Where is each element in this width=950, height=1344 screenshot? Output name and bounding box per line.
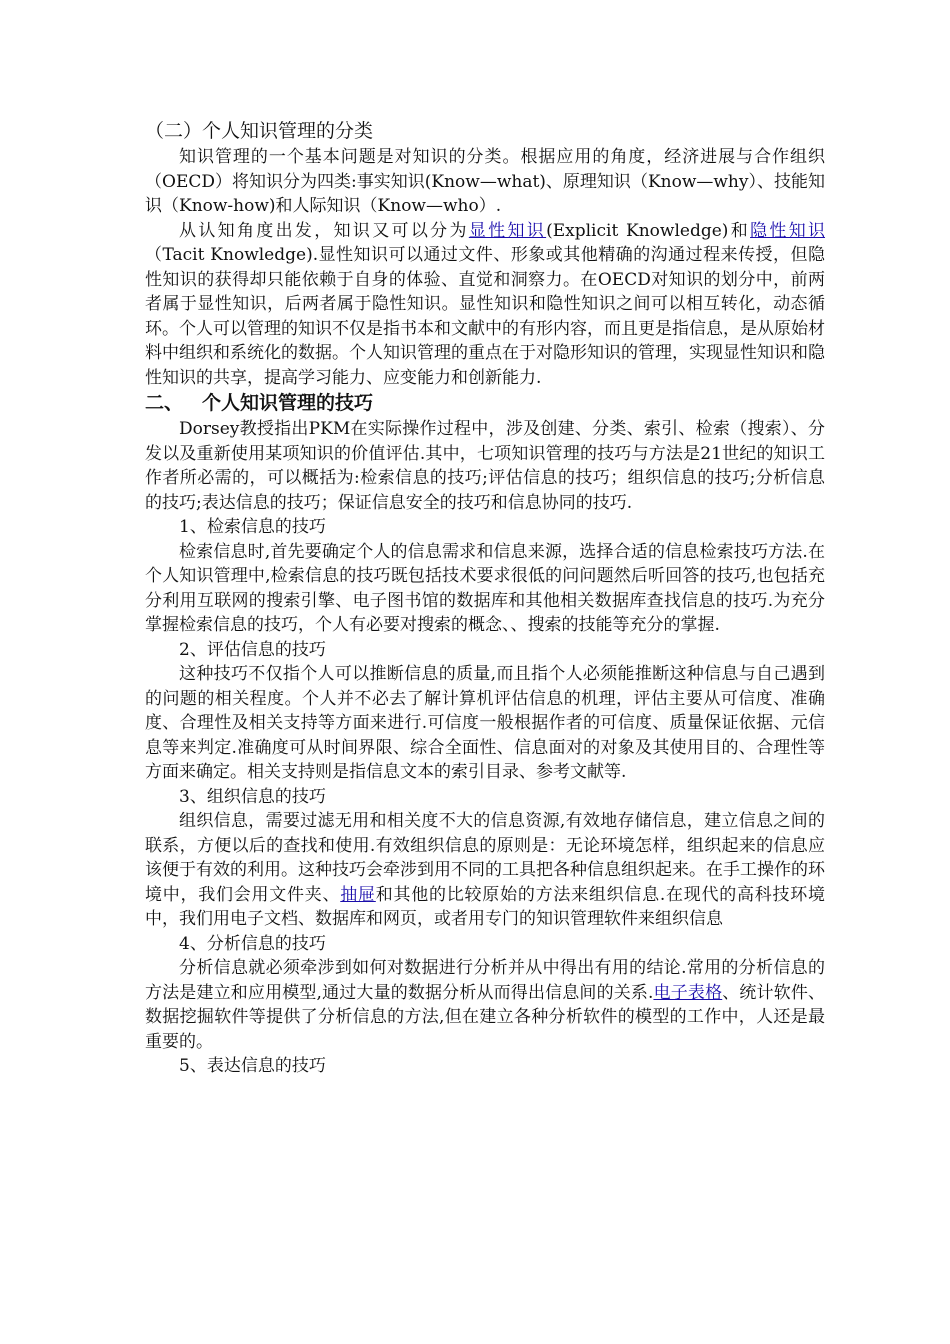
text-segment: （Tacit Knowledge).显性知识可以通过文件、形象或其他精确的沟通过程来传授，但隐性知识的获得却只能依赖于自身的体验、直觉和洞察力。在OECD对知识的划分中，前两者属于显性知识，后两者属于隐性知识。显性知识和隐性知识之间可以相互转化，动态循环。个人可以管理的知识不仅是指书本和文献中的有形内容，而且更是指信息，是从原始材料中组织和系统化的数据。个人知识管理的重点在于对隐形知识的管理，实现显性知识和隐性知识的共享，提高学习能力、应变能力和创新能力. [145, 245, 825, 388]
link-explicit-knowledge[interactable]: 显性知识 [468, 220, 547, 241]
link-spreadsheet[interactable]: 电子表格 [653, 982, 723, 1003]
item-title-retrieve: 1、检索信息的技巧 [179, 517, 326, 537]
item-title-evaluate: 2、评估信息的技巧 [179, 639, 326, 660]
section-heading [145, 390, 825, 417]
section-subtitle: （二）个人知识管理的分类 [145, 120, 374, 142]
text-segment: 和其他的比较原始的方法来组织信息.在现代的高科技环境中，我们用电子文档、数据库和网页，或者用专门的知识管理软件来组织信息 [145, 884, 826, 929]
paragraph-retrieve: 检索信息时,首先要确定个人的信息需求和信息来源，选择合适的信息检索技巧方法.在个人知识管理中,检索信息的技巧既包括技术要求很低的问问题然后听回答的技巧,也包括充分利用互联网的搜索引擎、电子图书馆的数据库和其他相关数据库查找信息的技巧.为充分掌握检索信息的技巧，个人有必要对搜索的概念、、搜索的技能等充分的掌握. [145, 541, 825, 635]
item-title-express: 5、表达信息的技巧 [179, 1056, 326, 1076]
paragraph-analyze [145, 956, 825, 1054]
item-title-analyze: 4、分析信息的技巧 [179, 933, 326, 954]
link-tacit-knowledge[interactable]: 隐性知识 [750, 220, 826, 241]
paragraph-classification: 知识管理的一个基本问题是对知识的分类。根据应用的角度，经济进展与合作组织（OECD）将知识分为四类:事实知识(Know—what)、原理知识（Know—why）、技能知识（Know-how)和人际知识（Know—who）. [145, 147, 825, 216]
paragraph-evaluate: 这种技巧不仅指个人可以推断信息的质量,而且指个人必须能推断这种信息与自己遇到的问题的相关程度。个人并不必去了解计算机评估信息的机理，评估主要从可信度、准确度、合理性及相关支持等方面来进行.可信度一般根据作者的可信度、质量保证依据、元信息等来判定.准确度可从时间界限、综合全面性、信息面对的对象及其使用目的、合理性等方面来确定。相关支持则是指信息文本的索引目录、参考文献等. [145, 664, 825, 782]
paragraph-explicit-tacit [145, 219, 825, 391]
text-segment: 、统计软件、数据挖掘软件等提供了分析信息的方法,但在建立各种分析软件的模型的工作中，人还是最重要的。 [145, 982, 826, 1052]
text-segment: 组织信息，需要过滤无用和相关度不大的信息资源,有效地存储信息，建立信息之间的联系，方便以后的查找和使用.有效组织信息的原则是：无论环境怎样，组织起来的信息应该便于有效的利用。这种技巧会牵涉到用不同的工具把各种信息组织起来。在手工操作的环境中，我们会用文件夹、 [145, 811, 825, 905]
text-segment: 从认知角度出发，知识又可以分为 [179, 220, 469, 241]
section-title: 个人知识管理的技巧 [202, 392, 374, 414]
paragraph-organize [145, 809, 825, 932]
paragraph-dorsey: Dorsey教授指出PKM在实际操作过程中，涉及创建、分类、索引、检索（搜索）、分发以及重新使用某项知识的价值评估.其中，七项知识管理的技巧与方法是21世纪的知识工作者所必需的，可以概括为:检索信息的技巧;评估信息的技巧；组织信息的技巧;分析信息的技巧;表达信息的技巧；保证信息安全的技巧和信息协同的技巧. [145, 419, 825, 513]
link-drawer[interactable]: 抽屉 [340, 884, 376, 905]
document-page [145, 118, 825, 1079]
item-title-organize: 3、组织信息的技巧 [179, 786, 326, 807]
section-number: 二、 [145, 392, 184, 414]
text-segment: (Explicit Knowledge)和 [546, 220, 751, 241]
text-segment: 分析信息就必须牵涉到如何对数据进行分析并从中得出有用的结论.常用的分析信息的方法是建立和应用模型,通过大量的数据分析从而得出信息间的关系. [145, 958, 825, 1003]
